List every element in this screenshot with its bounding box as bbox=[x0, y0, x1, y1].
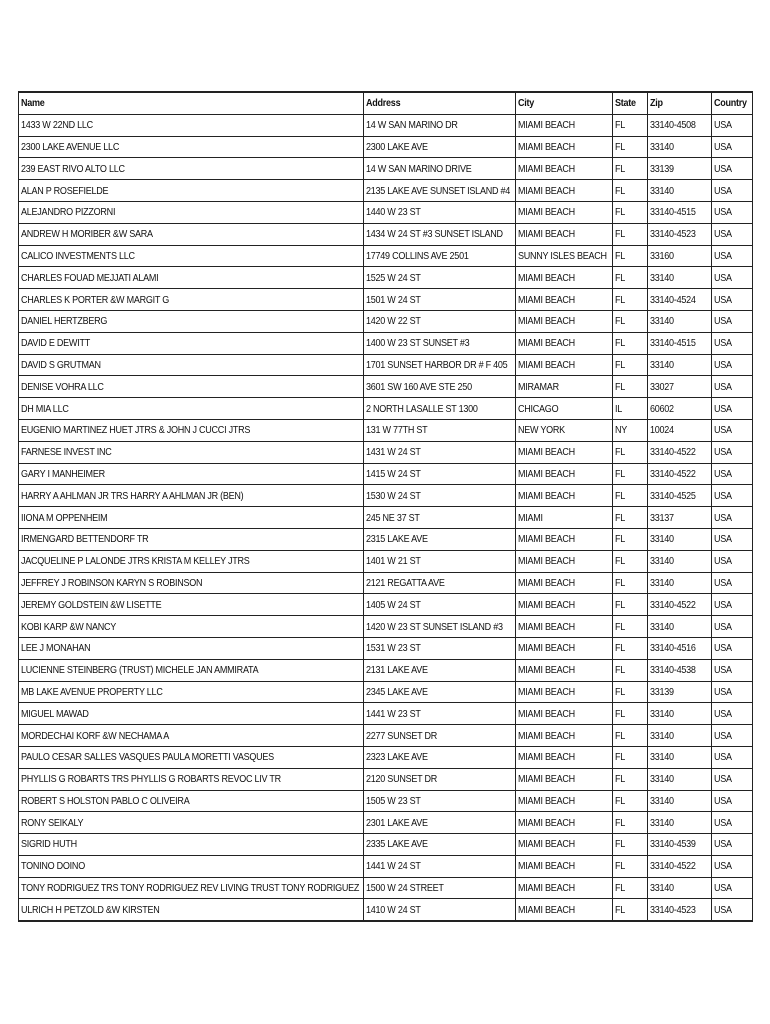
cell-address: 2323 LAKE AVE bbox=[364, 746, 516, 768]
table-row bbox=[19, 398, 753, 420]
cell-country: USA bbox=[712, 398, 753, 420]
cell-address: 2131 LAKE AVE bbox=[364, 659, 516, 681]
header-name: Name bbox=[19, 92, 364, 114]
cell-state: FL bbox=[613, 376, 648, 398]
cell-address: 1415 W 24 ST bbox=[364, 463, 516, 485]
table-row bbox=[19, 245, 753, 267]
cell-name: 239 EAST RIVO ALTO LLC bbox=[19, 158, 364, 180]
cell-name: DAVID E DEWITT bbox=[19, 332, 364, 354]
cell-address: 1701 SUNSET HARBOR DR # F 405 bbox=[364, 354, 516, 376]
cell-address: 2135 LAKE AVE SUNSET ISLAND #4 bbox=[364, 180, 516, 202]
cell-zip: 10024 bbox=[648, 419, 712, 441]
cell-country: USA bbox=[712, 877, 753, 899]
cell-address: 245 NE 37 ST bbox=[364, 507, 516, 529]
cell-city: NEW YORK bbox=[516, 419, 613, 441]
cell-address: 1400 W 23 ST SUNSET #3 bbox=[364, 332, 516, 354]
cell-state: FL bbox=[613, 790, 648, 812]
cell-city: MIAMI BEACH bbox=[516, 332, 613, 354]
cell-address: 1441 W 23 ST bbox=[364, 703, 516, 725]
cell-name: DENISE VOHRA LLC bbox=[19, 376, 364, 398]
cell-country: USA bbox=[712, 180, 753, 202]
cell-city: MIAMI BEACH bbox=[516, 441, 613, 463]
cell-city: MIAMI BEACH bbox=[516, 267, 613, 289]
cell-zip: 33140-4539 bbox=[648, 834, 712, 856]
cell-city: MIAMI BEACH bbox=[516, 354, 613, 376]
cell-address: 2345 LAKE AVE bbox=[364, 681, 516, 703]
table-row bbox=[19, 790, 753, 812]
cell-address: 1401 W 21 ST bbox=[364, 550, 516, 572]
cell-city: MIAMI bbox=[516, 507, 613, 529]
cell-address: 1405 W 24 ST bbox=[364, 594, 516, 616]
cell-city: MIAMI BEACH bbox=[516, 790, 613, 812]
table-row bbox=[19, 616, 753, 638]
cell-zip: 33027 bbox=[648, 376, 712, 398]
cell-name: LEE J MONAHAN bbox=[19, 637, 364, 659]
cell-address: 1440 W 23 ST bbox=[364, 201, 516, 223]
cell-address: 2301 LAKE AVE bbox=[364, 812, 516, 834]
cell-name: DANIEL HERTZBERG bbox=[19, 310, 364, 332]
cell-city: MIAMI BEACH bbox=[516, 637, 613, 659]
table-row bbox=[19, 354, 753, 376]
cell-city: MIAMI BEACH bbox=[516, 877, 613, 899]
cell-state: FL bbox=[613, 616, 648, 638]
table-row bbox=[19, 637, 753, 659]
cell-zip: 33160 bbox=[648, 245, 712, 267]
cell-state: FL bbox=[613, 572, 648, 594]
cell-country: USA bbox=[712, 790, 753, 812]
cell-name: ALAN P ROSEFIELDE bbox=[19, 180, 364, 202]
cell-zip: 33140-4523 bbox=[648, 899, 712, 921]
table-row bbox=[19, 463, 753, 485]
cell-country: USA bbox=[712, 725, 753, 747]
cell-country: USA bbox=[712, 376, 753, 398]
table-row bbox=[19, 332, 753, 354]
cell-name: 1433 W 22ND LLC bbox=[19, 114, 364, 136]
cell-address: 1420 W 23 ST SUNSET ISLAND #3 bbox=[364, 616, 516, 638]
cell-zip: 33140 bbox=[648, 746, 712, 768]
table-row bbox=[19, 507, 753, 529]
cell-city: MIAMI BEACH bbox=[516, 158, 613, 180]
cell-address: 3601 SW 160 AVE STE 250 bbox=[364, 376, 516, 398]
cell-state: FL bbox=[613, 899, 648, 921]
table-row bbox=[19, 550, 753, 572]
cell-state: FL bbox=[613, 812, 648, 834]
cell-name: RONY SEIKALY bbox=[19, 812, 364, 834]
table-row bbox=[19, 223, 753, 245]
table-row bbox=[19, 703, 753, 725]
cell-zip: 33140 bbox=[648, 528, 712, 550]
cell-state: FL bbox=[613, 310, 648, 332]
cell-address: 2121 REGATTA AVE bbox=[364, 572, 516, 594]
cell-state: FL bbox=[613, 834, 648, 856]
cell-country: USA bbox=[712, 463, 753, 485]
header-city: City bbox=[516, 92, 613, 114]
cell-city: MIAMI BEACH bbox=[516, 899, 613, 921]
cell-state: NY bbox=[613, 419, 648, 441]
cell-zip: 33140-4515 bbox=[648, 332, 712, 354]
cell-name: ULRICH H PETZOLD &W KIRSTEN bbox=[19, 899, 364, 921]
cell-country: USA bbox=[712, 834, 753, 856]
cell-country: USA bbox=[712, 441, 753, 463]
cell-country: USA bbox=[712, 223, 753, 245]
cell-address: 2 NORTH LASALLE ST 1300 bbox=[364, 398, 516, 420]
cell-country: USA bbox=[712, 136, 753, 158]
cell-country: USA bbox=[712, 594, 753, 616]
cell-zip: 33139 bbox=[648, 158, 712, 180]
cell-name: MIGUEL MAWAD bbox=[19, 703, 364, 725]
cell-zip: 33140-4522 bbox=[648, 855, 712, 877]
header-country: Country bbox=[712, 92, 753, 114]
cell-country: USA bbox=[712, 289, 753, 311]
cell-address: 131 W 77TH ST bbox=[364, 419, 516, 441]
cell-name: CALICO INVESTMENTS LLC bbox=[19, 245, 364, 267]
cell-city: MIRAMAR bbox=[516, 376, 613, 398]
cell-zip: 33140 bbox=[648, 703, 712, 725]
table-row bbox=[19, 201, 753, 223]
cell-zip: 33140 bbox=[648, 725, 712, 747]
cell-state: FL bbox=[613, 659, 648, 681]
cell-city: MIAMI BEACH bbox=[516, 681, 613, 703]
cell-city: MIAMI BEACH bbox=[516, 136, 613, 158]
cell-address: 1420 W 22 ST bbox=[364, 310, 516, 332]
cell-zip: 33140-4525 bbox=[648, 485, 712, 507]
cell-address: 1531 W 23 ST bbox=[364, 637, 516, 659]
cell-zip: 33140 bbox=[648, 550, 712, 572]
cell-country: USA bbox=[712, 158, 753, 180]
cell-address: 2335 LAKE AVE bbox=[364, 834, 516, 856]
cell-country: USA bbox=[712, 899, 753, 921]
cell-city: MIAMI BEACH bbox=[516, 834, 613, 856]
cell-city: MIAMI BEACH bbox=[516, 289, 613, 311]
cell-city: MIAMI BEACH bbox=[516, 528, 613, 550]
cell-state: FL bbox=[613, 507, 648, 529]
table-body bbox=[19, 114, 753, 921]
cell-state: FL bbox=[613, 332, 648, 354]
cell-name: MB LAKE AVENUE PROPERTY LLC bbox=[19, 681, 364, 703]
cell-address: 1434 W 24 ST #3 SUNSET ISLAND bbox=[364, 223, 516, 245]
cell-name: IIONA M OPPENHEIM bbox=[19, 507, 364, 529]
cell-country: USA bbox=[712, 332, 753, 354]
cell-name: IRMENGARD BETTENDORF TR bbox=[19, 528, 364, 550]
cell-name: PHYLLIS G ROBARTS TRS PHYLLIS G ROBARTS REVOC LIV TR bbox=[19, 768, 364, 790]
cell-address: 1505 W 23 ST bbox=[364, 790, 516, 812]
cell-name: ROBERT S HOLSTON PABLO C OLIVEIRA bbox=[19, 790, 364, 812]
table-row bbox=[19, 725, 753, 747]
cell-state: FL bbox=[613, 180, 648, 202]
cell-name: DAVID S GRUTMAN bbox=[19, 354, 364, 376]
table-row bbox=[19, 812, 753, 834]
cell-state: FL bbox=[613, 223, 648, 245]
cell-zip: 33140 bbox=[648, 180, 712, 202]
cell-name: JEREMY GOLDSTEIN &W LISETTE bbox=[19, 594, 364, 616]
table-row bbox=[19, 136, 753, 158]
cell-city: MIAMI BEACH bbox=[516, 201, 613, 223]
owner-list-sheet bbox=[18, 91, 752, 922]
cell-city: CHICAGO bbox=[516, 398, 613, 420]
cell-zip: 33140-4522 bbox=[648, 594, 712, 616]
cell-city: MIAMI BEACH bbox=[516, 855, 613, 877]
table-row bbox=[19, 310, 753, 332]
cell-name: JEFFREY J ROBINSON KARYN S ROBINSON bbox=[19, 572, 364, 594]
cell-country: USA bbox=[712, 419, 753, 441]
cell-country: USA bbox=[712, 703, 753, 725]
cell-city: MIAMI BEACH bbox=[516, 463, 613, 485]
cell-address: 14 W SAN MARINO DRIVE bbox=[364, 158, 516, 180]
cell-name: MORDECHAI KORF &W NECHAMA A bbox=[19, 725, 364, 747]
cell-zip: 33140-4508 bbox=[648, 114, 712, 136]
cell-state: FL bbox=[613, 703, 648, 725]
cell-name: HARRY A AHLMAN JR TRS HARRY A AHLMAN JR (BEN) bbox=[19, 485, 364, 507]
cell-city: MIAMI BEACH bbox=[516, 310, 613, 332]
cell-name: 2300 LAKE AVENUE LLC bbox=[19, 136, 364, 158]
cell-name: EUGENIO MARTINEZ HUET JTRS & JOHN J CUCCI JTRS bbox=[19, 419, 364, 441]
cell-name: CHARLES FOUAD MEJJATI ALAMI bbox=[19, 267, 364, 289]
cell-state: FL bbox=[613, 594, 648, 616]
cell-city: MIAMI BEACH bbox=[516, 746, 613, 768]
cell-name: ANDREW H MORIBER &W SARA bbox=[19, 223, 364, 245]
cell-address: 1500 W 24 STREET bbox=[364, 877, 516, 899]
cell-zip: 33140 bbox=[648, 267, 712, 289]
cell-state: FL bbox=[613, 201, 648, 223]
cell-zip: 33140 bbox=[648, 136, 712, 158]
header-row bbox=[19, 92, 753, 114]
cell-country: USA bbox=[712, 616, 753, 638]
cell-zip: 33140 bbox=[648, 768, 712, 790]
cell-country: USA bbox=[712, 768, 753, 790]
cell-address: 2300 LAKE AVE bbox=[364, 136, 516, 158]
cell-zip: 33139 bbox=[648, 681, 712, 703]
cell-state: FL bbox=[613, 441, 648, 463]
cell-city: MIAMI BEACH bbox=[516, 594, 613, 616]
owner-table bbox=[18, 91, 753, 922]
cell-zip: 60602 bbox=[648, 398, 712, 420]
cell-address: 14 W SAN MARINO DR bbox=[364, 114, 516, 136]
cell-country: USA bbox=[712, 201, 753, 223]
cell-state: FL bbox=[613, 681, 648, 703]
cell-name: KOBI KARP &W NANCY bbox=[19, 616, 364, 638]
cell-city: MIAMI BEACH bbox=[516, 812, 613, 834]
cell-name: SIGRID HUTH bbox=[19, 834, 364, 856]
cell-country: USA bbox=[712, 354, 753, 376]
cell-state: FL bbox=[613, 637, 648, 659]
cell-address: 1530 W 24 ST bbox=[364, 485, 516, 507]
table-row bbox=[19, 485, 753, 507]
cell-address: 1501 W 24 ST bbox=[364, 289, 516, 311]
cell-city: MIAMI BEACH bbox=[516, 114, 613, 136]
cell-country: USA bbox=[712, 310, 753, 332]
cell-state: FL bbox=[613, 289, 648, 311]
cell-state: FL bbox=[613, 725, 648, 747]
cell-country: USA bbox=[712, 528, 753, 550]
cell-zip: 33140-4522 bbox=[648, 441, 712, 463]
cell-country: USA bbox=[712, 572, 753, 594]
cell-zip: 33140 bbox=[648, 616, 712, 638]
cell-name: LUCIENNE STEINBERG (TRUST) MICHELE JAN AMMIRATA bbox=[19, 659, 364, 681]
cell-zip: 33140 bbox=[648, 572, 712, 594]
table-row bbox=[19, 289, 753, 311]
cell-state: FL bbox=[613, 136, 648, 158]
cell-address: 2120 SUNSET DR bbox=[364, 768, 516, 790]
cell-country: USA bbox=[712, 550, 753, 572]
table-row bbox=[19, 594, 753, 616]
table-row bbox=[19, 834, 753, 856]
cell-country: USA bbox=[712, 681, 753, 703]
cell-zip: 33140 bbox=[648, 354, 712, 376]
cell-name: GARY I MANHEIMER bbox=[19, 463, 364, 485]
cell-city: MIAMI BEACH bbox=[516, 616, 613, 638]
cell-zip: 33140-4516 bbox=[648, 637, 712, 659]
cell-country: USA bbox=[712, 245, 753, 267]
cell-country: USA bbox=[712, 507, 753, 529]
table-row bbox=[19, 114, 753, 136]
cell-country: USA bbox=[712, 659, 753, 681]
cell-zip: 33140 bbox=[648, 812, 712, 834]
header-state: State bbox=[613, 92, 648, 114]
cell-city: MIAMI BEACH bbox=[516, 768, 613, 790]
cell-country: USA bbox=[712, 267, 753, 289]
table-row bbox=[19, 180, 753, 202]
cell-state: FL bbox=[613, 768, 648, 790]
cell-state: FL bbox=[613, 855, 648, 877]
table-row bbox=[19, 659, 753, 681]
header-zip: Zip bbox=[648, 92, 712, 114]
table-row bbox=[19, 746, 753, 768]
cell-address: 1431 W 24 ST bbox=[364, 441, 516, 463]
cell-state: FL bbox=[613, 267, 648, 289]
table-row bbox=[19, 528, 753, 550]
cell-zip: 33140 bbox=[648, 310, 712, 332]
cell-country: USA bbox=[712, 746, 753, 768]
cell-state: FL bbox=[613, 354, 648, 376]
cell-city: MIAMI BEACH bbox=[516, 725, 613, 747]
table-header bbox=[19, 92, 753, 114]
cell-zip: 33140-4538 bbox=[648, 659, 712, 681]
header-address: Address bbox=[364, 92, 516, 114]
cell-state: FL bbox=[613, 245, 648, 267]
table-row bbox=[19, 768, 753, 790]
cell-zip: 33137 bbox=[648, 507, 712, 529]
cell-zip: 33140-4523 bbox=[648, 223, 712, 245]
cell-name: FARNESE INVEST INC bbox=[19, 441, 364, 463]
cell-country: USA bbox=[712, 855, 753, 877]
table-row bbox=[19, 681, 753, 703]
cell-state: FL bbox=[613, 114, 648, 136]
cell-name: ALEJANDRO PIZZORNI bbox=[19, 201, 364, 223]
cell-address: 2315 LAKE AVE bbox=[364, 528, 516, 550]
table-row bbox=[19, 419, 753, 441]
cell-address: 1410 W 24 ST bbox=[364, 899, 516, 921]
cell-city: MIAMI BEACH bbox=[516, 659, 613, 681]
cell-country: USA bbox=[712, 812, 753, 834]
cell-city: MIAMI BEACH bbox=[516, 550, 613, 572]
table-row bbox=[19, 376, 753, 398]
cell-city: SUNNY ISLES BEACH bbox=[516, 245, 613, 267]
cell-city: MIAMI BEACH bbox=[516, 703, 613, 725]
cell-state: IL bbox=[613, 398, 648, 420]
cell-zip: 33140-4515 bbox=[648, 201, 712, 223]
cell-name: PAULO CESAR SALLES VASQUES PAULA MORETTI VASQUES bbox=[19, 746, 364, 768]
cell-city: MIAMI BEACH bbox=[516, 180, 613, 202]
cell-zip: 33140 bbox=[648, 877, 712, 899]
cell-country: USA bbox=[712, 637, 753, 659]
cell-address: 1525 W 24 ST bbox=[364, 267, 516, 289]
cell-zip: 33140 bbox=[648, 790, 712, 812]
cell-address: 2277 SUNSET DR bbox=[364, 725, 516, 747]
table-row bbox=[19, 158, 753, 180]
cell-name: DH MIA LLC bbox=[19, 398, 364, 420]
table-row bbox=[19, 899, 753, 921]
cell-address: 1441 W 24 ST bbox=[364, 855, 516, 877]
cell-address: 17749 COLLINS AVE 2501 bbox=[364, 245, 516, 267]
table-row bbox=[19, 855, 753, 877]
table-row bbox=[19, 441, 753, 463]
cell-state: FL bbox=[613, 877, 648, 899]
cell-city: MIAMI BEACH bbox=[516, 485, 613, 507]
table-row bbox=[19, 572, 753, 594]
cell-city: MIAMI BEACH bbox=[516, 572, 613, 594]
cell-name: TONY RODRIGUEZ TRS TONY RODRIGUEZ REV LIVING TRUST TONY RODRIGUEZ bbox=[19, 877, 364, 899]
cell-city: MIAMI BEACH bbox=[516, 223, 613, 245]
cell-state: FL bbox=[613, 463, 648, 485]
cell-state: FL bbox=[613, 550, 648, 572]
cell-state: FL bbox=[613, 528, 648, 550]
cell-state: FL bbox=[613, 485, 648, 507]
cell-state: FL bbox=[613, 746, 648, 768]
cell-zip: 33140-4522 bbox=[648, 463, 712, 485]
cell-name: JACQUELINE P LALONDE JTRS KRISTA M KELLEY JTRS bbox=[19, 550, 364, 572]
cell-name: TONINO DOINO bbox=[19, 855, 364, 877]
cell-state: FL bbox=[613, 158, 648, 180]
cell-country: USA bbox=[712, 485, 753, 507]
table-row bbox=[19, 877, 753, 899]
cell-country: USA bbox=[712, 114, 753, 136]
cell-zip: 33140-4524 bbox=[648, 289, 712, 311]
cell-name: CHARLES K PORTER &W MARGIT G bbox=[19, 289, 364, 311]
table-row bbox=[19, 267, 753, 289]
